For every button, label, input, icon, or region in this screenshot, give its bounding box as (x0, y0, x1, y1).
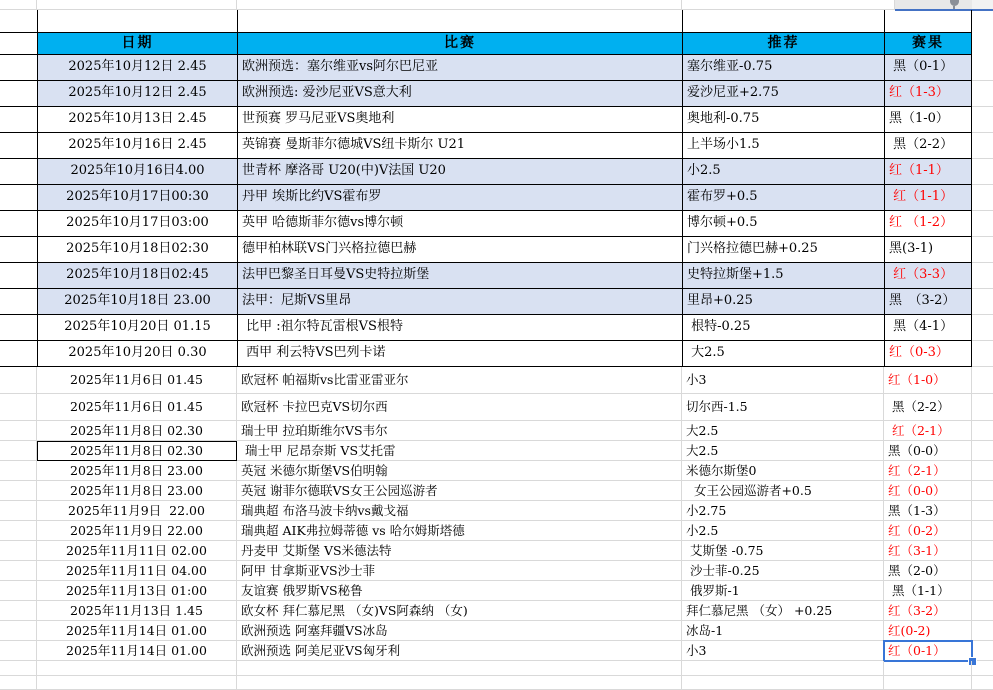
top-partial-cell[interactable] (37, 0, 237, 10)
cell-recommend[interactable]: 小3 (682, 641, 884, 661)
header-recommend[interactable]: 推荐 (682, 32, 884, 55)
cell-date[interactable]: 2025年11月8日 23.00 (37, 461, 237, 481)
row-stub-cell[interactable] (0, 461, 37, 481)
cell-match[interactable]: 瑞典超 AIK弗拉姆蒂德 vs 哈尔姆斯塔德 (237, 521, 682, 541)
cell-date[interactable]: 2025年11月13日 01:00 (37, 581, 237, 601)
row-stub-cell[interactable] (0, 107, 37, 133)
row-stub-cell[interactable] (0, 521, 37, 541)
cell-result[interactable]: 红（3-3） (884, 263, 972, 289)
cell-match[interactable]: 阿甲 甘拿斯亚VS沙士菲 (237, 561, 682, 581)
partial-cell[interactable] (972, 341, 993, 367)
row-stub-cell[interactable] (0, 541, 37, 561)
header-match[interactable]: 比赛 (237, 32, 682, 55)
cell-date[interactable]: 2025年11月14日 01.00 (37, 641, 237, 661)
cell-recommend[interactable]: 小3 (682, 367, 884, 394)
cell-result[interactable]: 黑（4-1） (884, 315, 972, 341)
partial-cell[interactable] (972, 481, 993, 501)
partial-cell[interactable] (972, 501, 993, 521)
cell-result[interactable]: 红 （1-2） (884, 211, 972, 237)
cell-date[interactable]: 2025年11月8日 23.00 (37, 481, 237, 501)
cell-date[interactable]: 2025年10月12日 2.45 (37, 55, 237, 81)
cell-date[interactable]: 2025年10月16日 2.45 (37, 133, 237, 159)
partial-cell[interactable] (972, 159, 993, 185)
partial-cell[interactable] (972, 621, 993, 641)
partial-cell[interactable] (972, 601, 993, 621)
cell-result[interactable]: 黑（1-1） (884, 581, 972, 601)
cell-result[interactable]: 黑(3-1) (884, 237, 972, 263)
cell-match[interactable]: 欧洲预选 阿塞拜疆VS冰岛 (237, 621, 682, 641)
row-stub-cell[interactable] (0, 581, 37, 601)
top-partial-cell[interactable] (0, 0, 37, 10)
header-stub-cell[interactable] (0, 32, 37, 55)
cell-recommend[interactable]: 小2.5 (682, 159, 884, 185)
cell-date[interactable]: 2025年10月13日 2.45 (37, 107, 237, 133)
cell-recommend[interactable]: 上半场小1.5 (682, 133, 884, 159)
partial-cell[interactable] (972, 107, 993, 133)
row-stub-cell[interactable] (0, 601, 37, 621)
cell-recommend[interactable]: 里昂+0.25 (682, 289, 884, 315)
cell-recommend[interactable]: 切尔西-1.5 (682, 394, 884, 421)
row-stub-cell[interactable] (0, 341, 37, 367)
row-stub-cell[interactable] (0, 481, 37, 501)
cell-date[interactable]: 2025年10月12日 2.45 (37, 81, 237, 107)
cell-recommend[interactable]: 小2.75 (682, 501, 884, 521)
cell-date[interactable]: 2025年11月8日 02.30 (37, 421, 237, 441)
cell-match[interactable]: 世预赛 罗马尼亚VS奥地利 (237, 107, 682, 133)
cell-match[interactable]: 丹甲 埃斯比约VS霍布罗 (237, 185, 682, 211)
cell-match[interactable]: 瑞士甲 尼昂奈斯 VS艾托雷 (237, 441, 682, 461)
row-stub-cell[interactable] (0, 641, 37, 661)
empty-cell[interactable] (682, 676, 884, 690)
empty-cell[interactable] (884, 10, 972, 32)
cell-match[interactable]: 欧洲预选：塞尔维亚vs阿尔巴尼亚 (237, 55, 682, 81)
cell-date[interactable]: 2025年11月6日 01.45 (37, 367, 237, 394)
cell-match[interactable]: 欧洲预选: 爱沙尼亚VS意大利 (237, 81, 682, 107)
cell-recommend[interactable]: 门兴格拉德巴赫+0.25 (682, 237, 884, 263)
cell-recommend[interactable]: 小2.5 (682, 521, 884, 541)
cell-match[interactable]: 瑞典超 布洛马波卡纳vs戴戈福 (237, 501, 682, 521)
cell-result[interactable]: 黑 （3-2） (884, 289, 972, 315)
cell-recommend[interactable]: 大2.5 (682, 421, 884, 441)
empty-cell[interactable] (237, 10, 682, 32)
cell-result[interactable]: 黑（1-0） (884, 107, 972, 133)
row-stub-cell[interactable] (0, 394, 37, 421)
cell-recommend[interactable]: 爱沙尼亚+2.75 (682, 81, 884, 107)
row-stub-cell[interactable] (0, 289, 37, 315)
row-stub-cell[interactable] (0, 133, 37, 159)
cell-match[interactable]: 英甲 哈德斯菲尔德vs博尔顿 (237, 211, 682, 237)
partial-cell[interactable] (972, 211, 993, 237)
cell-result[interactable]: 红（1-1） (884, 159, 972, 185)
row-stub-cell[interactable] (0, 263, 37, 289)
partial-cell[interactable] (972, 394, 993, 421)
cell-recommend[interactable]: 女王公园巡游者+0.5 (682, 481, 884, 501)
cell-recommend[interactable]: 史特拉斯堡+1.5 (682, 263, 884, 289)
cell-recommend[interactable]: 奥地利-0.75 (682, 107, 884, 133)
selected-cell-border (883, 640, 973, 662)
cell-result[interactable]: 黑（2-2） (884, 394, 972, 421)
cell-date[interactable]: 2025年11月9日 22.00 (37, 501, 237, 521)
top-partial-cell[interactable] (682, 0, 895, 10)
partial-cell[interactable] (972, 541, 993, 561)
partial-cell[interactable] (972, 367, 993, 394)
empty-cell[interactable] (0, 676, 37, 690)
cell-recommend[interactable]: 大2.5 (682, 341, 884, 367)
cell-result[interactable]: 红（1-0） (884, 367, 972, 394)
cell-result[interactable]: 红（1-1） (884, 185, 972, 211)
partial-cell[interactable] (972, 421, 993, 441)
cell-recommend[interactable]: 俄罗斯-1 (682, 581, 884, 601)
cell-recommend[interactable]: 根特-0.25 (682, 315, 884, 341)
row-stub-cell[interactable] (0, 441, 37, 461)
partial-cell[interactable] (972, 581, 993, 601)
cell-date[interactable]: 2025年11月8日 02.30 (37, 441, 237, 461)
partial-cell[interactable] (972, 81, 993, 107)
cell-date[interactable]: 2025年10月16日4.00 (37, 159, 237, 185)
empty-cell[interactable] (0, 661, 37, 676)
partial-cell[interactable] (972, 133, 993, 159)
cell-match[interactable]: 丹麦甲 艾斯堡 VS米德法特 (237, 541, 682, 561)
cell-recommend[interactable]: 拜仁慕尼黑 （女） +0.25 (682, 601, 884, 621)
cell-recommend[interactable]: 冰岛-1 (682, 621, 884, 641)
top-partial-cell[interactable] (237, 0, 682, 10)
row-stub-cell[interactable] (0, 237, 37, 263)
row-stub-cell[interactable] (0, 211, 37, 237)
cell-date[interactable]: 2025年11月13日 1.45 (37, 601, 237, 621)
row-stub-cell[interactable] (0, 421, 37, 441)
partial-cell[interactable] (972, 185, 993, 211)
cell-result[interactable]: 红（0-2） (884, 521, 972, 541)
cell-date[interactable]: 2025年10月20日 01.15 (37, 315, 237, 341)
empty-cell[interactable] (884, 676, 972, 690)
empty-cell[interactable] (682, 661, 884, 676)
header-result[interactable]: 赛果 (884, 32, 972, 55)
empty-cell[interactable] (237, 661, 682, 676)
cell-result[interactable]: 黑（0-0） (884, 441, 972, 461)
cell-result[interactable]: 红(0-2) (884, 621, 972, 641)
row-stub-cell[interactable] (0, 501, 37, 521)
cell-result[interactable]: 黑（2-2） (884, 133, 972, 159)
empty-cell[interactable] (37, 661, 237, 676)
partial-cell[interactable] (972, 521, 993, 541)
row-stub-cell[interactable] (0, 315, 37, 341)
empty-cell[interactable] (237, 676, 682, 690)
cell-date[interactable]: 2025年11月11日 04.00 (37, 561, 237, 581)
empty-cell[interactable] (682, 10, 884, 32)
cell-result[interactable]: 红（2-1） (884, 461, 972, 481)
cell-date[interactable]: 2025年10月17日00:30 (37, 185, 237, 211)
partial-cell[interactable] (972, 263, 993, 289)
cell-result[interactable]: 红（0-0） (884, 481, 972, 501)
cell-result[interactable]: 黑（0-1） (884, 55, 972, 81)
cell-result[interactable]: 红（0-3） (884, 341, 972, 367)
cell-match[interactable]: 欧冠杯 卡拉巴克VS切尔西 (237, 394, 682, 421)
cell-match[interactable]: 欧女杯 拜仁慕尼黑 （女)VS阿森纳 （女) (237, 601, 682, 621)
row-stub-cell[interactable] (0, 621, 37, 641)
cell-recommend[interactable]: 大2.5 (682, 441, 884, 461)
cell-result[interactable]: 红（2-1） (884, 421, 972, 441)
empty-cell[interactable] (37, 10, 237, 32)
partial-cell[interactable] (972, 315, 993, 341)
row-stub-cell[interactable] (0, 55, 37, 81)
cell-date[interactable]: 2025年10月18日02:30 (37, 237, 237, 263)
cell-match[interactable]: 英冠 米德尔斯堡VS伯明翰 (237, 461, 682, 481)
partial-cell[interactable] (972, 461, 993, 481)
partial-cell[interactable] (972, 289, 993, 315)
partial-cell[interactable] (972, 55, 993, 81)
cell-result[interactable]: 黑（2-0） (884, 561, 972, 581)
row-stub-cell[interactable] (0, 81, 37, 107)
cell-match[interactable]: 德甲柏林联VS门兴格拉德巴赫 (237, 237, 682, 263)
cell-match[interactable]: 法甲巴黎圣日耳曼VS史特拉斯堡 (237, 263, 682, 289)
cell-date[interactable]: 2025年11月9日 22.00 (37, 521, 237, 541)
cell-match[interactable]: 世青杯 摩洛哥 U20(中)V法国 U20 (237, 159, 682, 185)
empty-cell[interactable] (972, 661, 993, 676)
cell-date[interactable]: 2025年10月20日 0.30 (37, 341, 237, 367)
cell-recommend[interactable]: 米德尔斯堡0 (682, 461, 884, 481)
outlined-date-cell-border (37, 441, 237, 461)
cell-date[interactable]: 2025年10月18日02:45 (37, 263, 237, 289)
row-stub-cell[interactable] (0, 185, 37, 211)
cell-date[interactable]: 2025年11月14日 01.00 (37, 621, 237, 641)
partial-cell[interactable] (972, 441, 993, 461)
cell-result[interactable]: 红（3-1） (884, 541, 972, 561)
cell-match[interactable]: 法甲：尼斯VS里昂 (237, 289, 682, 315)
cell-match[interactable]: 欧冠杯 帕福斯vs比雷亚雷亚尔 (237, 367, 682, 394)
cell-date[interactable]: 2025年10月17日03:00 (37, 211, 237, 237)
cell-match[interactable]: 瑞士甲 拉珀斯维尔VS韦尔 (237, 421, 682, 441)
cell-match[interactable]: 英冠 谢菲尔德联VS女王公园巡游者 (237, 481, 682, 501)
cell-match[interactable]: 西甲 利云特VS巴列卡诺 (237, 341, 682, 367)
empty-cell[interactable] (37, 676, 237, 690)
empty-cell[interactable] (972, 676, 993, 690)
cell-recommend[interactable]: 霍布罗+0.5 (682, 185, 884, 211)
cell-result[interactable]: 黑（1-3） (884, 501, 972, 521)
cell-recommend[interactable]: 博尔顿+0.5 (682, 211, 884, 237)
cell-recommend[interactable]: 沙士菲-0.25 (682, 561, 884, 581)
cell-date[interactable]: 2025年11月6日 01.45 (37, 394, 237, 421)
row-stub-cell[interactable] (0, 159, 37, 185)
cell-result[interactable]: 红（1-3） (884, 81, 972, 107)
cell-match[interactable]: 欧洲预选 阿美尼亚VS匈牙利 (237, 641, 682, 661)
empty-cell[interactable] (0, 10, 37, 32)
row-stub-cell[interactable] (0, 367, 37, 394)
cell-result[interactable]: 红（0-1） (884, 641, 972, 661)
partial-cell[interactable] (972, 561, 993, 581)
cell-date[interactable]: 2025年10月18日 23.00 (37, 289, 237, 315)
row-stub-cell[interactable] (0, 561, 37, 581)
cell-result[interactable]: 红（3-2） (884, 601, 972, 621)
empty-cell[interactable] (884, 661, 972, 676)
partial-cell[interactable] (972, 237, 993, 263)
cell-date[interactable]: 2025年11月11日 02.00 (37, 541, 237, 561)
cell-recommend[interactable]: 塞尔维亚-0.75 (682, 55, 884, 81)
cell-match[interactable]: 友谊赛 俄罗斯VS秘鲁 (237, 581, 682, 601)
cell-match[interactable]: 比甲 :祖尔特瓦雷根VS根特 (237, 315, 682, 341)
cell-recommend[interactable]: 艾斯堡 -0.75 (682, 541, 884, 561)
cell-match[interactable]: 英锦赛 曼斯菲尔德城VS纽卡斯尔 U21 (237, 133, 682, 159)
header-date[interactable]: 日期 (37, 32, 237, 55)
